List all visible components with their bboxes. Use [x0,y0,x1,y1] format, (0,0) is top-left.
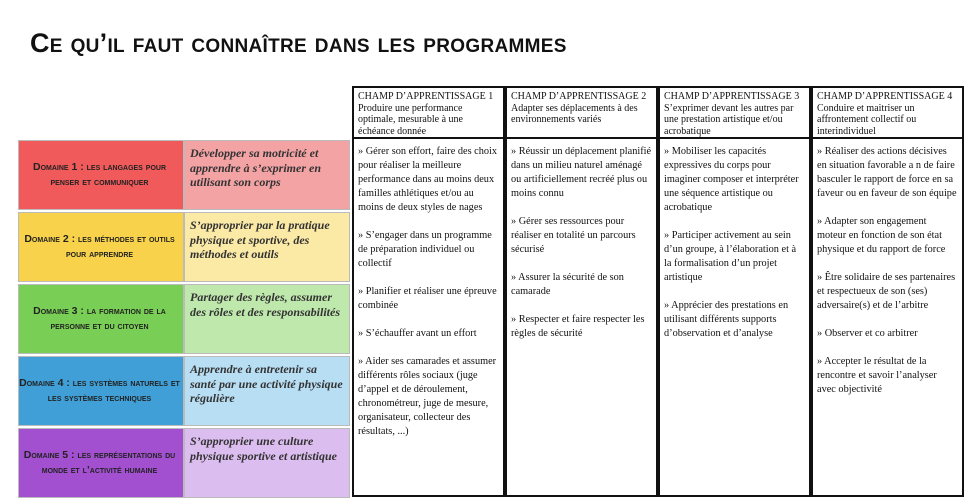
domain-title-2: Domaine 2 : les méthodes et outils pour apprendre [24,233,175,260]
domain-title-4: Domaine 4 : les systèmes naturels et les systèmes techniques [19,377,180,404]
champ-2-item: » Respecter et faire respecter les règles de sécurité [511,314,645,339]
champ-header-4 [811,86,964,138]
domain-objective-3: Partager des règles, assumer des rôles et des responsabilités [190,290,340,319]
champ-heading-3: CHAMP D’APPRENTISSAGE 3 [664,91,800,102]
champ-1-item: » Gérer son effort, faire des choix pour réaliser la meilleure performance dans au moins deux familles athlétiques et/ou au moins de deux styles de nages [358,146,498,213]
champ-heading-4: CHAMP D’APPRENTISSAGE 4 [817,91,953,102]
champ-heading-1: CHAMP D’APPRENTISSAGE 1 [358,91,494,102]
champ-1-item: » S’échauffer avant un effort [358,328,477,339]
champ-3-item: » Mobiliser les capacités expressives du corps pour imaginer composer et interpréter une séquence artistique ou acrobatique [664,146,799,213]
champ-4-item: » Réaliser des actions décisives en situation favorable a n de faire basculer le rapport de force en sa faveur ou en faveur de son équipe [817,146,957,199]
domain-objective-2: S’approprier par la pratique physique et sportive, des méthodes et outils [190,218,330,261]
champ-heading-2: CHAMP D’APPRENTISSAGE 2 [511,91,647,102]
page-title: Ce qu’il faut connaître dans les programmes [30,28,567,58]
champ-1-item: » Planifier et réaliser une épreuve combinée [358,286,497,311]
domain-objective-1: Développer sa motricité et apprendre à s’exprimer en utilisant son corps [190,146,321,189]
domain-title-3: Domaine 3 : la formation de la personne et du citoyen [33,305,166,332]
champ-1-item: » S’engager dans un programme de préparation individuel ou collectif [358,230,492,269]
champ-4-item: » Être solidaire de ses partenaires et respectueux de son (ses) adversaire(s) et de l’arbitre [817,272,956,311]
champ-body-4 [811,138,964,497]
domain-title-5: Domaine 5 : les représentations du monde et l’activité humaine [23,449,176,476]
domain-objective-4: Apprendre à entretenir sa santé par une activité physique régulière [190,362,343,405]
champ-subtitle-2: Adapter ses déplacements à des environnements variés [511,102,638,125]
champ-subtitle-3: S’exprimer devant les autres par une prestation artistique et/ou acrobatique [664,102,794,137]
champ-3-item: » Apprécier des prestations en utilisant différents supports d’observation et d’analyse [664,300,789,339]
domain-objective-5: S’approprier une culture physique sportive et artistique [190,434,337,463]
champ-subtitle-4: Conduire et maitriser un affrontement collectif ou interindividuel [817,102,917,137]
champ-4-item: » Accepter le résultat de la rencontre et savoir l’analyser avec objectivité [817,356,937,395]
champ-header-2 [505,86,658,138]
champ-2-item: » Réussir un déplacement planifié dans un milieu naturel aménagé ou artificiellement recréé plus ou moins connu [511,146,652,199]
champ-3-item: » Participer activement au sein d’un groupe, à l’élaboration et à la formalisation d’un projet artistique [664,230,797,283]
champ-header-3 [658,86,811,138]
champ-header-1 [352,86,505,138]
champ-subtitle-1: Produire une performance optimale, mesurable à une échéance donnée [358,102,463,137]
champ-body-3 [658,138,811,497]
champ-1-item: » Aider ses camarades et assumer différents rôles sociaux (juge d’appel et de déroulement, chronométreur, juge de mesure, organisateur, collecteur des résultats, ...) [358,356,497,437]
champ-4-item: » Adapter son engagement moteur en fonction de son état physique et du rapport de force [817,216,946,255]
champ-body-2 [505,138,658,497]
champ-4-item: » Observer et co arbitrer [817,328,918,339]
domain-title-1: Domaine 1 : les langages pour penser et communiquer [32,161,166,188]
champ-body-1 [352,138,505,497]
champ-2-item: » Assurer la sécurité de son camarade [511,272,624,297]
champ-2-item: » Gérer ses ressources pour réaliser en totalité un parcours sécurisé [511,216,636,255]
